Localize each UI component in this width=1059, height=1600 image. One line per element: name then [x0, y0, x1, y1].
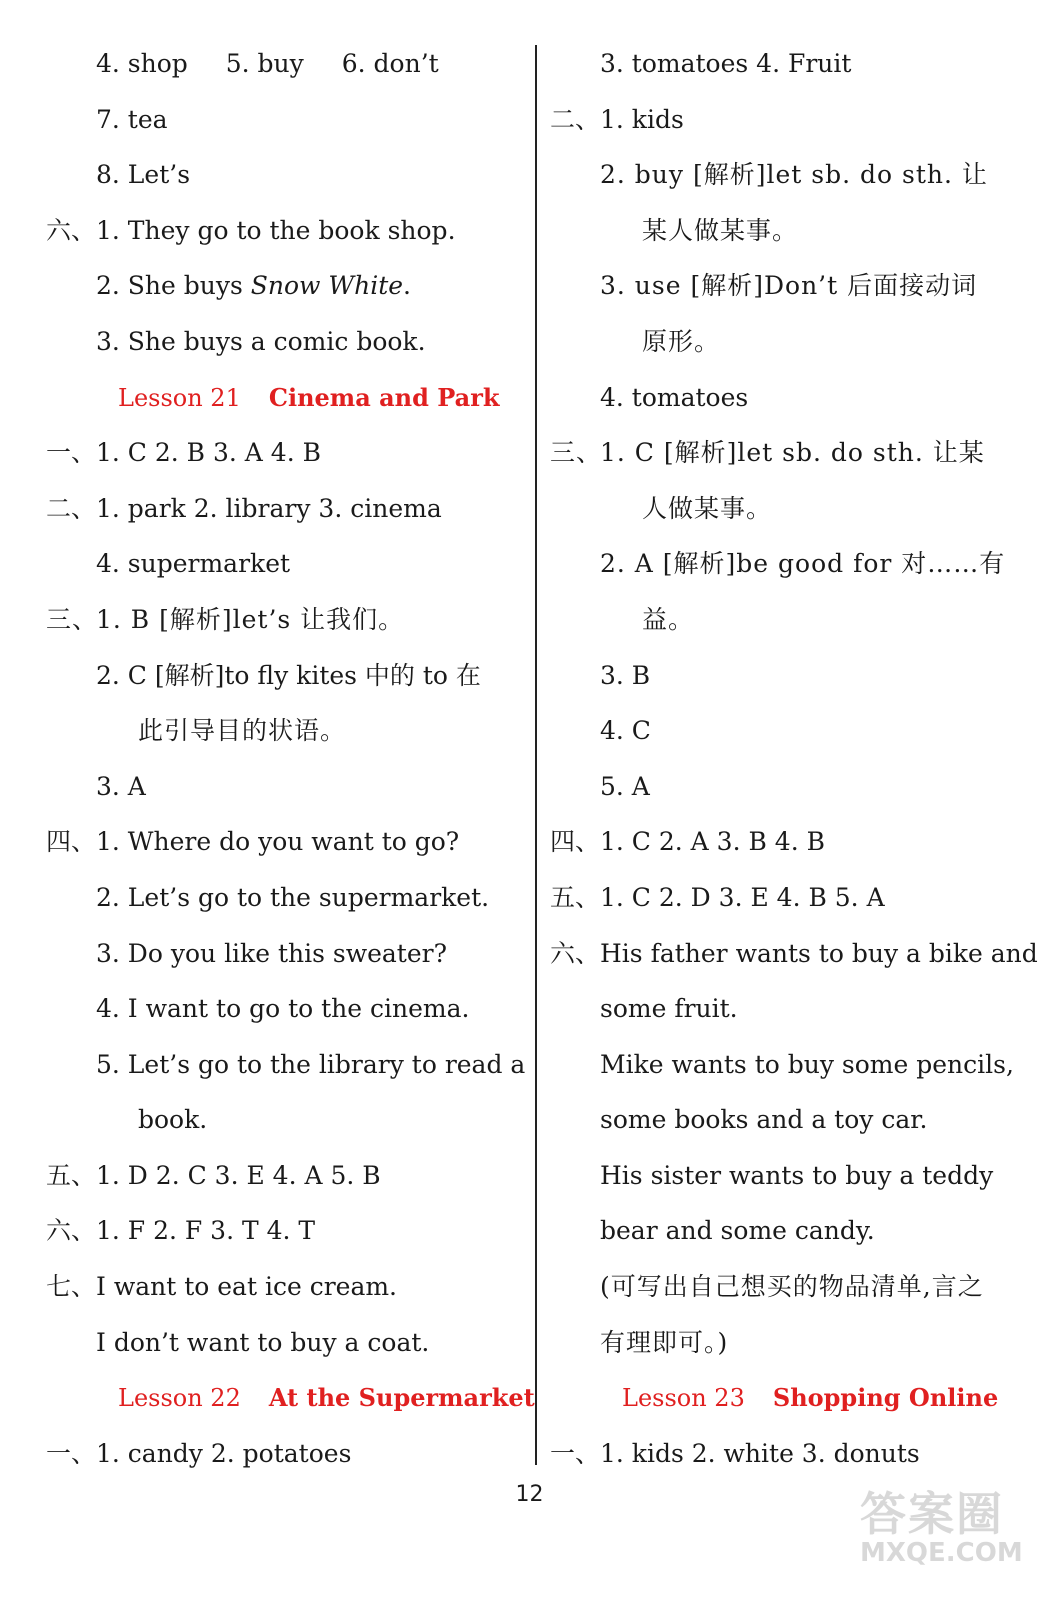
answer-line — [46, 36, 531, 92]
answer-text: . — [403, 271, 411, 301]
section-marker: 二、 — [550, 104, 601, 134]
answer-line: bear and some candy. — [600, 1216, 875, 1246]
lesson-title: At the Supermarket — [268, 1383, 535, 1413]
answer-line: 3. B — [600, 660, 651, 690]
answer-line: 某人做某事。 — [642, 215, 799, 245]
answer-line — [46, 1203, 531, 1259]
watermark-url: MXQE.COM — [860, 1538, 1023, 1568]
answer-line — [46, 425, 531, 481]
answer-line — [46, 1259, 531, 1315]
section-marker: 五、 — [550, 882, 601, 912]
answer-line: 5. Let’s go to the library to read a — [96, 1049, 526, 1079]
answer-text: 1. C 2. A 3. B 4. B — [600, 827, 825, 857]
lesson-number: Lesson 23 — [622, 1384, 745, 1413]
section-marker: 六、 — [46, 215, 97, 245]
answer-line: 3. She buys a comic book. — [96, 326, 426, 356]
lesson-heading — [46, 1370, 535, 1426]
answer-line: Mike wants to buy some pencils, — [600, 1049, 1014, 1079]
answer-text: 1. kids 2. white 3. donuts — [600, 1438, 920, 1468]
answer-note: (可写出自己想买的物品清单,言之 — [600, 1272, 984, 1302]
answer-line: 3. Do you like this sweater? — [96, 938, 447, 968]
answer-line — [46, 203, 531, 259]
section-marker: 六、 — [46, 1216, 97, 1246]
answer-text: 1. They go to the book shop. — [96, 215, 456, 245]
watermark-text: 答案圈 — [860, 1487, 1004, 1541]
answer-text: 1. Where do you want to go? — [96, 827, 460, 857]
answer-text: 1. F 2. F 3. T 4. T — [96, 1216, 316, 1246]
answer-line: 原形。 — [642, 326, 721, 356]
answer-text: 1. D 2. C 3. E 4. A 5. B — [96, 1160, 381, 1190]
answer-line — [550, 1426, 1050, 1482]
section-marker: 一、 — [550, 1438, 601, 1468]
section-marker: 七、 — [46, 1272, 97, 1302]
answer-line — [550, 92, 1050, 148]
answer-item: 5. buy — [225, 49, 304, 78]
watermark-logo — [860, 1478, 1050, 1590]
lesson-number: Lesson 22 — [118, 1384, 241, 1413]
left-column — [46, 36, 535, 1481]
answer-line: 2. A [解析]be good for 对……有 — [600, 549, 1006, 579]
book-title: Snow White — [250, 271, 404, 301]
answer-line: 4. I want to go to the cinema. — [96, 994, 470, 1024]
answer-line: book. — [138, 1105, 208, 1135]
answer-line: some fruit. — [600, 994, 738, 1024]
answer-line: 3. A — [96, 771, 146, 801]
answer-text: 1. kids — [600, 104, 684, 134]
answer-line: His sister wants to buy a teddy — [600, 1160, 994, 1190]
answer-line: 7. tea — [96, 104, 168, 134]
answer-line — [550, 425, 1050, 481]
answer-line — [46, 1148, 531, 1204]
section-marker: 六、 — [550, 938, 601, 968]
answer-line — [46, 481, 531, 537]
answer-line: 2. Let’s go to the supermarket. — [96, 882, 490, 912]
answer-line: 3. use [解析]Don’t 后面接动词 — [600, 271, 978, 301]
section-marker: 四、 — [550, 827, 601, 857]
answer-line: 4. tomatoes — [600, 382, 749, 412]
answer-line — [550, 814, 1050, 870]
answer-line: 5. A — [600, 771, 650, 801]
answer-text: 2. She buys — [96, 271, 251, 301]
answer-line: 益。 — [642, 604, 695, 634]
answer-line — [46, 592, 531, 648]
answer-item: 4. shop — [96, 49, 188, 78]
answer-text: 1. C 2. B 3. A 4. B — [96, 438, 321, 468]
answer-note: 有理即可。) — [600, 1327, 729, 1357]
answer-line: 2. C [解析]to fly kites 中的 to 在 — [96, 660, 481, 690]
answer-line — [46, 258, 531, 314]
answer-line: 8. Let’s — [96, 160, 191, 190]
answer-line — [46, 1426, 531, 1482]
section-marker: 三、 — [46, 604, 99, 634]
section-marker: 一、 — [46, 438, 97, 468]
section-marker: 二、 — [46, 493, 97, 523]
lesson-heading — [46, 370, 531, 426]
answer-text: 1. park 2. library 3. cinema — [96, 493, 442, 523]
answer-line — [550, 870, 1050, 926]
right-column — [550, 36, 1050, 1481]
answer-line: 此引导目的状语。 — [138, 716, 347, 746]
lesson-title: Cinema and Park — [268, 382, 500, 412]
section-marker: 四、 — [46, 827, 97, 857]
answer-line: 3. tomatoes 4. Fruit — [600, 49, 852, 78]
answer-line: 4. C — [600, 716, 651, 746]
answer-line: I don’t want to buy a coat. — [96, 1327, 430, 1357]
answer-text: His father wants to buy a bike and — [600, 938, 1038, 968]
answer-line: 4. supermarket — [96, 549, 291, 579]
answer-item: 6. don’t — [341, 49, 439, 78]
answer-line — [46, 814, 531, 870]
lesson-title: Shopping Online — [772, 1383, 999, 1413]
section-marker: 一、 — [46, 1438, 97, 1468]
answer-text: 1. candy 2. potatoes — [96, 1438, 352, 1468]
lesson-number: Lesson 21 — [118, 383, 241, 412]
answer-line: 2. buy [解析]let sb. do sth. 让 — [600, 160, 988, 190]
answer-line: 人做某事。 — [642, 493, 773, 523]
page-number: 12 — [515, 1482, 544, 1507]
answer-line — [550, 926, 1050, 982]
answer-text: I want to eat ice cream. — [96, 1272, 398, 1302]
section-marker: 五、 — [46, 1160, 97, 1190]
section-marker: 三、 — [550, 438, 603, 468]
answer-text: 1. C 2. D 3. E 4. B 5. A — [600, 882, 885, 912]
lesson-heading — [550, 1370, 1050, 1426]
answer-text: 1. C [解析]let sb. do sth. 让某 — [600, 438, 985, 468]
answer-line: some books and a toy car. — [600, 1105, 928, 1135]
answer-text: 1. B [解析]let’s 让我们。 — [96, 604, 405, 634]
column-divider — [535, 45, 537, 1465]
